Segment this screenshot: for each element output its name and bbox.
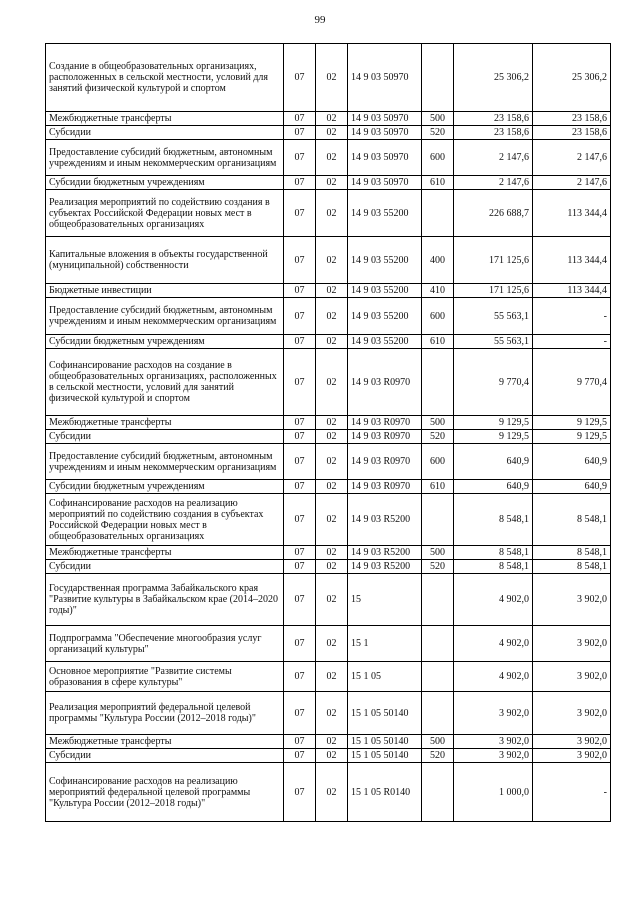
row-section: 07 [284,298,316,335]
row-target-article: 15 1 05 50140 [348,735,422,749]
row-section: 07 [284,176,316,190]
row-section: 07 [284,126,316,140]
row-subsection: 02 [316,430,348,444]
row-name: Субсидии [46,126,284,140]
budget-table [45,43,611,822]
row-amount-1: 2 147,6 [454,140,533,176]
row-section: 07 [284,735,316,749]
row-expense-type: 410 [422,284,454,298]
row-amount-1: 4 902,0 [454,574,533,626]
row-amount-1: 4 902,0 [454,626,533,662]
row-expense-type: 520 [422,126,454,140]
row-expense-type: 500 [422,416,454,430]
row-target-article: 15 1 [348,626,422,662]
row-expense-type [422,494,454,546]
row-target-article: 14 9 03 55200 [348,190,422,237]
row-name: Субсидии бюджетным учреждениям [46,335,284,349]
row-subsection: 02 [316,284,348,298]
row-target-article: 14 9 03 50970 [348,112,422,126]
row-amount-1: 25 306,2 [454,44,533,112]
row-subsection: 02 [316,444,348,480]
row-amount-2: 9 770,4 [533,349,611,416]
table-row [46,662,611,692]
table-row [46,44,611,112]
row-name: Софинансирование расходов на реализацию мероприятий по содействию создания в субъектах Российской Федерации новых мест в общеобразовательных организациях [46,494,284,546]
row-target-article: 14 9 03 R0970 [348,480,422,494]
row-expense-type: 500 [422,112,454,126]
row-name: Межбюджетные трансферты [46,735,284,749]
row-amount-1: 3 902,0 [454,735,533,749]
table-row [46,546,611,560]
row-target-article: 14 9 03 R0970 [348,349,422,416]
row-amount-1: 3 902,0 [454,749,533,763]
row-name: Межбюджетные трансферты [46,112,284,126]
row-section: 07 [284,190,316,237]
table-row [46,190,611,237]
row-amount-2: - [533,298,611,335]
table-row [46,126,611,140]
row-section: 07 [284,692,316,735]
row-expense-type: 600 [422,140,454,176]
row-amount-1: 23 158,6 [454,126,533,140]
row-amount-2: 640,9 [533,480,611,494]
row-section: 07 [284,546,316,560]
row-subsection: 02 [316,335,348,349]
row-subsection: 02 [316,126,348,140]
row-target-article: 14 9 03 55200 [348,237,422,284]
row-expense-type: 600 [422,298,454,335]
row-expense-type: 610 [422,480,454,494]
row-amount-2: 25 306,2 [533,44,611,112]
table-row [46,416,611,430]
row-amount-1: 55 563,1 [454,298,533,335]
row-subsection: 02 [316,298,348,335]
row-target-article: 14 9 03 R5200 [348,560,422,574]
row-amount-2: 2 147,6 [533,176,611,190]
row-name: Создание в общеобразовательных организациях, расположенных в сельской местности, условий для занятий физической культурой и спортом [46,44,284,112]
row-amount-2: 113 344,4 [533,284,611,298]
row-amount-1: 171 125,6 [454,237,533,284]
row-amount-1: 8 548,1 [454,546,533,560]
row-expense-type: 520 [422,560,454,574]
row-expense-type [422,763,454,822]
table-row [46,560,611,574]
row-amount-1: 4 902,0 [454,662,533,692]
row-amount-1: 23 158,6 [454,112,533,126]
row-section: 07 [284,416,316,430]
page-number: 99 [314,14,326,26]
row-name: Предоставление субсидий бюджетным, автономным учреждениям и иным некоммерческим организациям [46,298,284,335]
row-subsection: 02 [316,140,348,176]
row-amount-2: 9 129,5 [533,416,611,430]
row-amount-2: 3 902,0 [533,749,611,763]
row-name: Предоставление субсидий бюджетным, автономным учреждениям и иным некоммерческим организациям [46,444,284,480]
row-name: Основное мероприятие "Развитие системы образования в сфере культуры" [46,662,284,692]
row-expense-type [422,574,454,626]
row-subsection: 02 [316,692,348,735]
row-amount-2: 3 902,0 [533,574,611,626]
row-expense-type [422,626,454,662]
row-subsection: 02 [316,735,348,749]
row-name: Подпрограмма "Обеспечение многообразия услуг организаций культуры" [46,626,284,662]
row-amount-2: 3 902,0 [533,662,611,692]
row-section: 07 [284,349,316,416]
row-subsection: 02 [316,626,348,662]
row-section: 07 [284,763,316,822]
row-amount-1: 9 770,4 [454,349,533,416]
row-name: Субсидии бюджетным учреждениям [46,480,284,494]
row-name: Субсидии [46,560,284,574]
row-expense-type: 610 [422,335,454,349]
row-expense-type: 500 [422,546,454,560]
table-row [46,735,611,749]
row-target-article: 14 9 03 R0970 [348,430,422,444]
row-section: 07 [284,574,316,626]
table-row [46,284,611,298]
row-amount-2: 3 902,0 [533,626,611,662]
row-name: Софинансирование расходов на создание в общеобразовательных организациях, расположенных в сельской местности, условий для занятий физической культурой и спортом [46,349,284,416]
row-amount-1: 9 129,5 [454,430,533,444]
table-row [46,430,611,444]
row-amount-1: 2 147,6 [454,176,533,190]
table-row [46,480,611,494]
row-name: Межбюджетные трансферты [46,416,284,430]
row-subsection: 02 [316,112,348,126]
row-section: 07 [284,662,316,692]
row-expense-type [422,662,454,692]
table-row [46,494,611,546]
row-subsection: 02 [316,763,348,822]
table-row [46,444,611,480]
row-amount-2: 8 548,1 [533,494,611,546]
row-subsection: 02 [316,546,348,560]
row-amount-1: 55 563,1 [454,335,533,349]
row-section: 07 [284,140,316,176]
row-subsection: 02 [316,176,348,190]
row-expense-type [422,692,454,735]
row-amount-2: 23 158,6 [533,112,611,126]
table-row [46,298,611,335]
row-subsection: 02 [316,480,348,494]
row-section: 07 [284,112,316,126]
row-name: Предоставление субсидий бюджетным, автономным учреждениям и иным некоммерческим организациям [46,140,284,176]
row-target-article: 14 9 03 55200 [348,284,422,298]
row-target-article: 14 9 03 50970 [348,176,422,190]
row-target-article: 14 9 03 R0970 [348,444,422,480]
row-amount-1: 8 548,1 [454,494,533,546]
table-row [46,574,611,626]
row-target-article: 14 9 03 50970 [348,140,422,176]
row-name: Межбюджетные трансферты [46,546,284,560]
row-expense-type: 520 [422,430,454,444]
row-amount-2: 2 147,6 [533,140,611,176]
row-expense-type: 500 [422,735,454,749]
row-target-article: 15 1 05 50140 [348,749,422,763]
table-row [46,626,611,662]
row-name: Реализация мероприятий федеральной целевой программы "Культура России (2012–2018 годы)" [46,692,284,735]
row-target-article: 14 9 03 R5200 [348,494,422,546]
row-name: Бюджетные инвестиции [46,284,284,298]
row-target-article: 14 9 03 R0970 [348,416,422,430]
row-section: 07 [284,560,316,574]
row-amount-2: 113 344,4 [533,237,611,284]
row-subsection: 02 [316,560,348,574]
row-amount-1: 226 688,7 [454,190,533,237]
row-expense-type [422,190,454,237]
row-target-article: 14 9 03 55200 [348,298,422,335]
row-subsection: 02 [316,349,348,416]
row-amount-1: 3 902,0 [454,692,533,735]
row-amount-2: 3 902,0 [533,692,611,735]
table-row [46,176,611,190]
row-amount-2: 640,9 [533,444,611,480]
row-section: 07 [284,494,316,546]
row-expense-type: 520 [422,749,454,763]
row-amount-1: 1 000,0 [454,763,533,822]
table-row [46,112,611,126]
row-expense-type: 600 [422,444,454,480]
row-name: Софинансирование расходов на реализацию мероприятий федеральной целевой программы "Культура России (2012–2018 годы)" [46,763,284,822]
row-section: 07 [284,237,316,284]
row-amount-2: 9 129,5 [533,430,611,444]
row-name: Государственная программа Забайкальского края "Развитие культуры в Забайкальском крае (2014–2020 годы)" [46,574,284,626]
row-name: Реализация мероприятий по содействию создания в субъектах Российской Федерации новых мест в общеобразовательных организациях [46,190,284,237]
row-name: Субсидии [46,749,284,763]
row-section: 07 [284,444,316,480]
row-amount-2: 23 158,6 [533,126,611,140]
row-section: 07 [284,284,316,298]
row-amount-2: 113 344,4 [533,190,611,237]
row-amount-2: 3 902,0 [533,735,611,749]
row-amount-2: 8 548,1 [533,546,611,560]
table-row [46,763,611,822]
row-name: Субсидии [46,430,284,444]
row-subsection: 02 [316,416,348,430]
row-subsection: 02 [316,662,348,692]
row-section: 07 [284,430,316,444]
row-amount-1: 9 129,5 [454,416,533,430]
row-subsection: 02 [316,44,348,112]
row-subsection: 02 [316,190,348,237]
table-row [46,237,611,284]
row-subsection: 02 [316,494,348,546]
table-row [46,349,611,416]
row-amount-1: 640,9 [454,444,533,480]
row-subsection: 02 [316,574,348,626]
row-section: 07 [284,44,316,112]
row-amount-1: 171 125,6 [454,284,533,298]
row-section: 07 [284,626,316,662]
row-section: 07 [284,480,316,494]
row-subsection: 02 [316,749,348,763]
row-expense-type [422,44,454,112]
row-target-article: 15 1 05 R0140 [348,763,422,822]
row-target-article: 14 9 03 R5200 [348,546,422,560]
table-row [46,692,611,735]
row-expense-type: 400 [422,237,454,284]
table-row [46,749,611,763]
row-target-article: 15 1 05 [348,662,422,692]
row-target-article: 15 1 05 50140 [348,692,422,735]
table-row [46,335,611,349]
row-target-article: 15 [348,574,422,626]
row-expense-type [422,349,454,416]
row-amount-2: - [533,335,611,349]
row-section: 07 [284,335,316,349]
row-name: Субсидии бюджетным учреждениям [46,176,284,190]
row-amount-2: 8 548,1 [533,560,611,574]
row-target-article: 14 9 03 55200 [348,335,422,349]
table-row [46,140,611,176]
row-expense-type: 610 [422,176,454,190]
row-target-article: 14 9 03 50970 [348,126,422,140]
row-amount-1: 8 548,1 [454,560,533,574]
row-target-article: 14 9 03 50970 [348,44,422,112]
row-amount-1: 640,9 [454,480,533,494]
row-subsection: 02 [316,237,348,284]
row-name: Капитальные вложения в объекты государственной (муниципальной) собственности [46,237,284,284]
row-section: 07 [284,749,316,763]
row-amount-2: - [533,763,611,822]
